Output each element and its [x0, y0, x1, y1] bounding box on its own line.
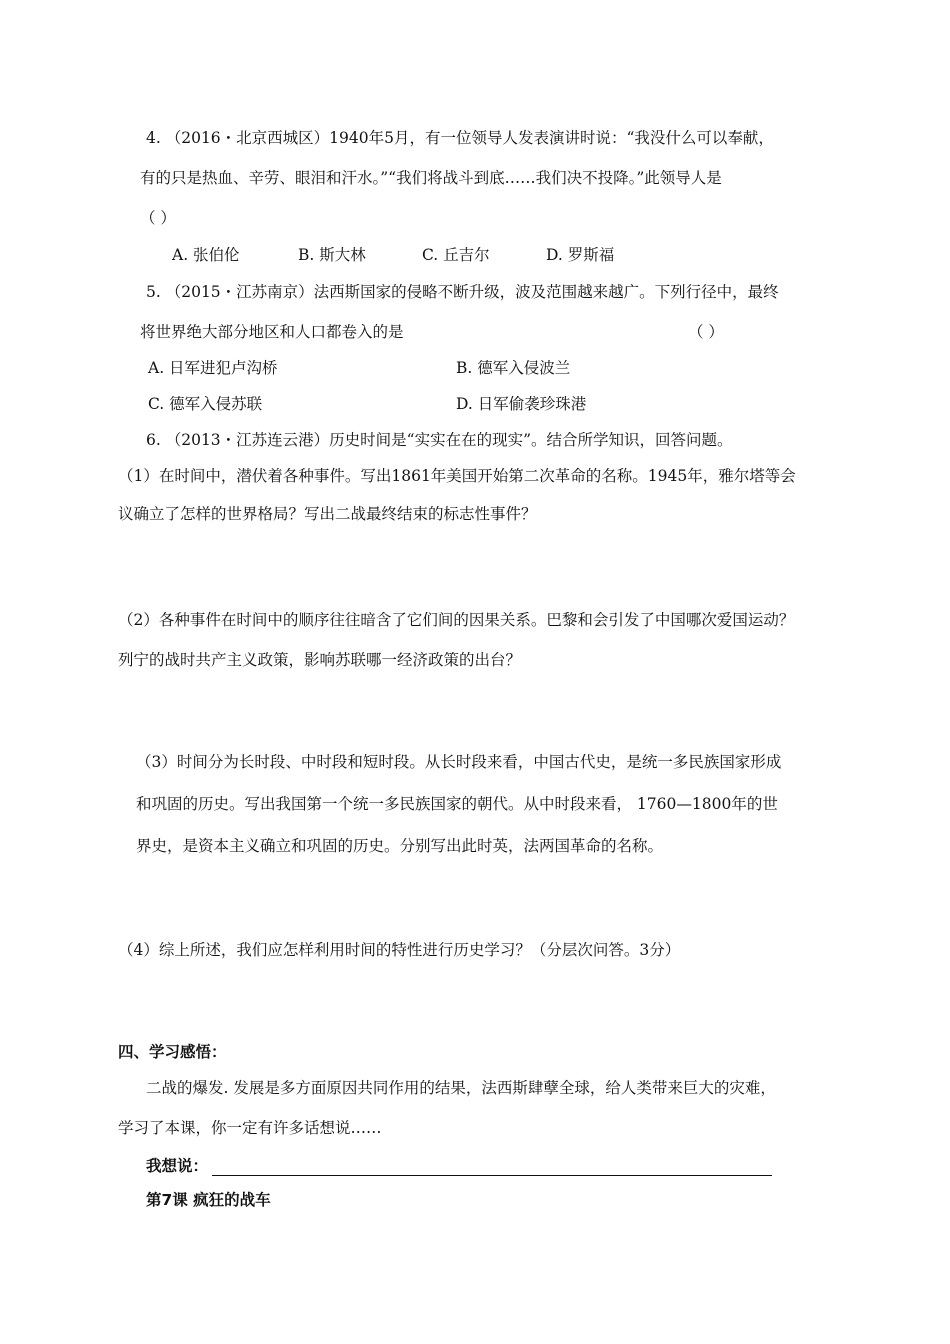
q6-part1-line1: （1）在时间中，潜伏着各种事件。写出1861年美国开始第二次革命的名称。1945年，雅尔塔等会 [118, 467, 796, 485]
q4-option-c: C. 丘吉尔 [422, 246, 490, 264]
section4-heading: 四、学习感悟： [118, 1043, 227, 1061]
q5-option-a: A. 日军进犯卢沟桥 [148, 359, 278, 377]
next-lesson-title: 第7课 疯狂的战车 [146, 1191, 271, 1209]
q5-stem-line2: 将世界绝大部分地区和人口都卷入的是 [140, 323, 404, 341]
q6-part3-line2: 和巩固的历史。写出我国第一个统一多民族国家的朝代。从中时段来看， 1760—1800年的世 [136, 795, 778, 813]
q5-option-b: B. 德军入侵波兰 [456, 359, 571, 377]
q5-option-d: D. 日军偷袭珍珠港 [456, 395, 587, 413]
q6-part4-line1: （4）综上所述，我们应怎样利用时间的特性进行历史学习？（分层次问答。3分） [118, 941, 681, 959]
q6-stem: 6. （2013・江苏连云港）历史时间是“实实在在的现实”。结合所学知识，回答问题。 [146, 431, 733, 449]
q5-answer-paren: （ ） [688, 323, 724, 341]
reflection-prompt: 我想说： [146, 1157, 209, 1175]
q6-part1-line2: 议确立了怎样的世界格局？写出二战最终结束的标志性事件？ [118, 505, 537, 523]
q5-stem-line1: 5. （2015・江苏南京）法西斯国家的侵略不断升级，波及范围越来越广。下列行径中，最终 [146, 283, 779, 301]
q4-option-a: A. 张伯伦 [172, 246, 240, 264]
section4-text-line1: 二战的爆发. 发展是多方面原因共同作用的结果，法西斯肆孽全球，给人类带来巨大的灾难， [146, 1079, 776, 1097]
q4-stem-line1: 4. （2016・北京西城区）1940年5月，有一位领导人发表演讲时说：“我没什么可以奉献， [146, 129, 774, 147]
q4-option-d: D. 罗斯福 [546, 246, 615, 264]
reflection-answer-line[interactable] [212, 1159, 772, 1176]
reflection-row [146, 1156, 772, 1176]
q6-part2-line2: 列宁的战时共产主义政策，影响苏联哪一经济政策的出台？ [118, 651, 522, 669]
q4-stem-line2: 有的只是热血、辛劳、眼泪和汗水。”“我们将战斗到底……我们决不投降。”此领导人是 [140, 169, 722, 187]
q4-option-b: B. 斯大林 [298, 246, 366, 264]
q4-answer-paren: （ ） [140, 209, 176, 227]
q6-part3-line3: 界史，是资本主义确立和巩固的历史。分别写出此时英，法两国革命的名称。 [136, 837, 664, 855]
q6-part3-line1: （3）时间分为长时段、中时段和短时段。从长时段来看，中国古代史，是统一多民族国家形成 [136, 753, 782, 771]
q6-part2-line1: （2）各种事件在时间中的顺序往往暗含了它们间的因果关系。巴黎和会引发了中国哪次爱国运动？ [118, 611, 795, 629]
section4-text-line2: 学习了本课，你一定有许多话想说…… [118, 1119, 382, 1137]
q5-option-c: C. 德军入侵苏联 [148, 395, 263, 413]
